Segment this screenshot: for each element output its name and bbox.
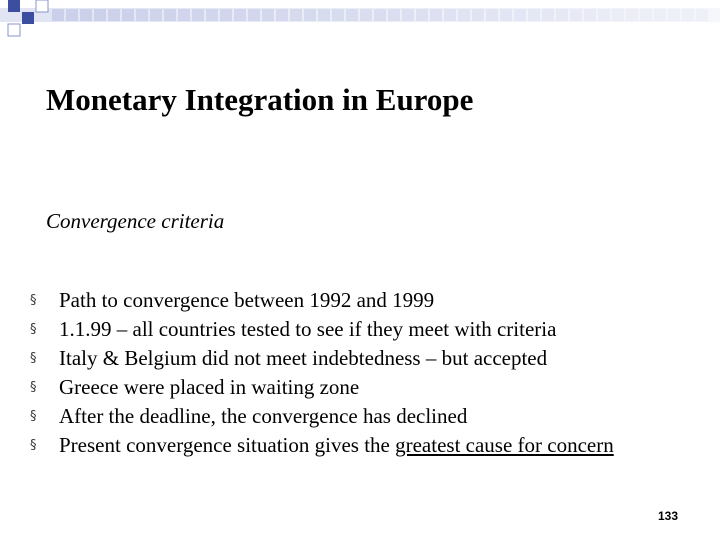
bullet-icon: § <box>30 409 37 424</box>
checker-square <box>332 9 344 21</box>
bullet-text: After the deadline, the convergence has declined <box>59 404 468 428</box>
checker-square <box>276 9 288 21</box>
checker-square <box>206 9 218 21</box>
checker-square <box>640 9 652 21</box>
checker-square <box>52 9 64 21</box>
checker-square <box>374 9 386 21</box>
bullet-text: Italy & Belgium did not meet indebtedness – but accepted <box>59 346 548 370</box>
checker-square <box>556 9 568 21</box>
bullet-icon: § <box>30 351 37 366</box>
checker-square <box>626 9 638 21</box>
checker-square <box>486 9 498 21</box>
decorative-checker-strip <box>0 0 720 40</box>
checker-square <box>80 9 92 21</box>
checker-square <box>304 9 316 21</box>
checker-squares <box>52 9 708 21</box>
checker-square <box>178 9 190 21</box>
bullet-text: Greece were placed in waiting zone <box>59 375 360 399</box>
slide-title: Monetary Integration in Europe <box>46 82 474 117</box>
checker-square <box>654 9 666 21</box>
checker-square <box>346 9 358 21</box>
bullet-text: Path to convergence between 1992 and 1999 <box>59 288 435 312</box>
bullet-text: 1.1.99 – all countries tested to see if they meet with criteria <box>59 317 557 341</box>
checker-square <box>220 9 232 21</box>
checker-square <box>192 9 204 21</box>
checker-square <box>318 9 330 21</box>
checker-square <box>108 9 120 21</box>
checker-square <box>164 9 176 21</box>
bullet-text <box>59 431 614 460</box>
slide-subtitle: Convergence criteria <box>46 209 225 233</box>
checker-square <box>682 9 694 21</box>
bullet-icon: § <box>30 322 37 337</box>
checker-square <box>584 9 596 21</box>
checker-square <box>458 9 470 21</box>
checker-square <box>290 9 302 21</box>
checker-square <box>430 9 442 21</box>
underlined-phrase: greatest cause for concern <box>395 433 614 457</box>
bullet-icon: § <box>30 293 37 308</box>
checker-square <box>514 9 526 21</box>
checker-square <box>94 9 106 21</box>
checker-square <box>444 9 456 21</box>
checker-square <box>234 9 246 21</box>
checker-square <box>248 9 260 21</box>
checker-square <box>360 9 372 21</box>
checker-square <box>528 9 540 21</box>
checker-square <box>542 9 554 21</box>
checker-square <box>500 9 512 21</box>
checker-square <box>668 9 680 21</box>
checker-square <box>416 9 428 21</box>
checker-square <box>262 9 274 21</box>
checker-square <box>696 9 708 21</box>
bullet-text-lead: Present convergence situation gives the <box>59 433 396 457</box>
checker-square <box>388 9 400 21</box>
checker-square <box>66 9 78 21</box>
checker-square <box>150 9 162 21</box>
page-number: 133 <box>657 509 678 523</box>
bullet-icon: § <box>30 380 37 395</box>
checker-square <box>472 9 484 21</box>
checker-square <box>122 9 134 21</box>
bullet-icon: § <box>30 438 37 453</box>
checker-square <box>612 9 624 21</box>
checker-square <box>136 9 148 21</box>
checker-square <box>598 9 610 21</box>
checker-square <box>402 9 414 21</box>
checker-square <box>570 9 582 21</box>
